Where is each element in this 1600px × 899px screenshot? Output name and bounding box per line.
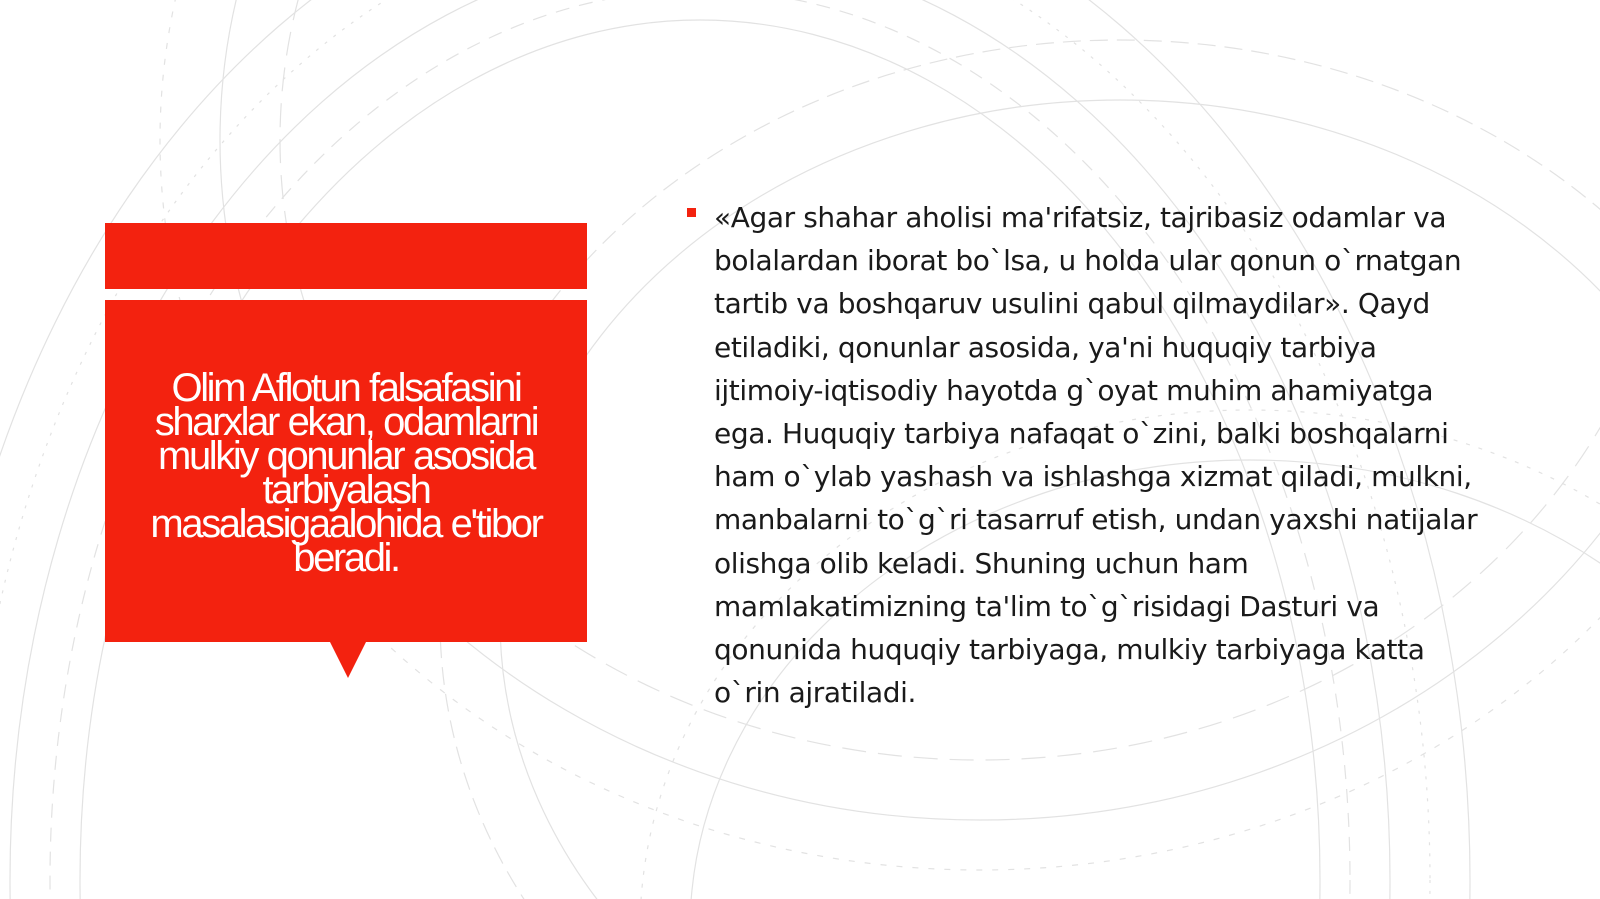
- callout-pointer: [330, 642, 366, 678]
- body-paragraph: «Agar shahar aholisi ma'rifatsiz, tajribasiz odamlar va bolalardan iborat bo`lsa, u holda ular qonun o`rnatgan tartib va boshqaruv usulini qabul qilmaydilar». Qayd etiladiki, qonunlar asosida, ya'ni huquqiy tarbiya ijtimoiy-iqtisodiy hayotda g`oyat muhim ahamiyatga ega. Huquqiy tarbiya nafaqat o`zini, balki boshqalarni ham o`ylab yashash va ishlashga xizmat qiladi, mulkni, manbalarni to`g`ri tasarruf etish, undan yaxshi natijalar olishga olib keladi. Shuning uchun ham mamlakatimizning ta'lim to`g`risidagi Dasturi va qonunida huquqiy tarbiyaga, mulkiy tarbiyaga katta o`rin ajratiladi.: [714, 201, 1478, 710]
- callout-title: Olim Aflotun falsafasini sharxlar ekan, odamlarni mulkiy qonunlar asosida tarbiyalash masalasigaalohida e'tibor beradi.: [150, 366, 542, 580]
- bullet-marker-icon: [687, 208, 696, 217]
- header-accent-bar: [105, 223, 587, 289]
- callout-box: [105, 300, 587, 642]
